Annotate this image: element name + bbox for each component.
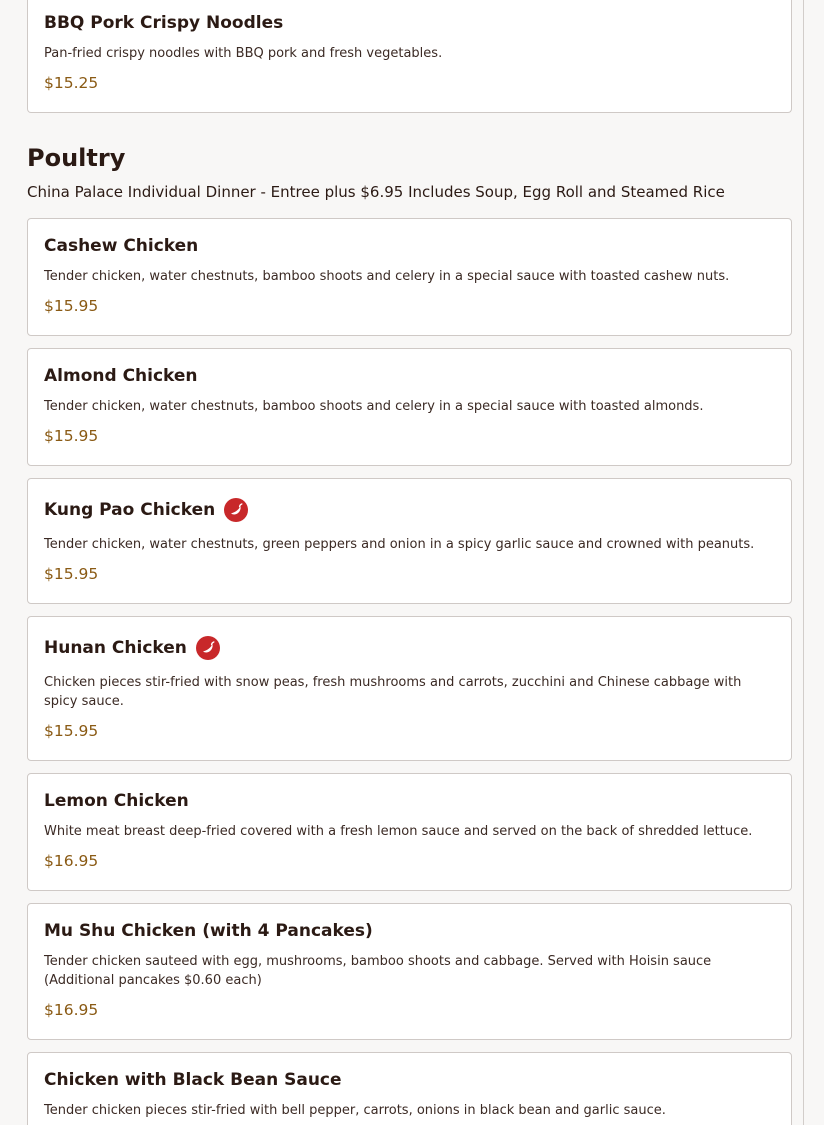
menu-item-price: $15.95	[44, 427, 99, 445]
menu-item-description: Tender chicken sauteed with egg, mushrooms, bamboo shoots and cabbage. Served with Hoisin sauce (Additional pancakes $0.60 each)	[44, 954, 712, 988]
menu-item-price: $15.95	[44, 722, 99, 740]
scroll-edge-divider	[803, 0, 804, 1125]
menu-item-name: Cashew Chicken	[44, 236, 199, 256]
menu-item-price: $15.25	[44, 74, 99, 92]
menu-item-title-row	[44, 495, 775, 525]
menu-item-description: Tender chicken, water chestnuts, green peppers and onion in a spicy garlic sauce and crowned with peanuts.	[44, 537, 755, 552]
menu-item-card[interactable]	[27, 773, 792, 891]
section-subtitle: China Palace Individual Dinner - Entree plus $6.95 Includes Soup, Egg Roll and Steamed Rice	[27, 183, 725, 201]
menu-item-card-bbq-pork-crispy-noodles[interactable]	[27, 0, 792, 113]
menu-item-name: Lemon Chicken	[44, 791, 189, 811]
menu-item-description: White meat breast deep-fried covered with a fresh lemon sauce and served on the back of shredded lettuce.	[44, 824, 753, 839]
menu-item-card[interactable]	[27, 348, 792, 466]
menu-item-card[interactable]	[27, 616, 792, 761]
menu-item-card[interactable]	[27, 1052, 792, 1125]
menu-item-name: Kung Pao Chicken	[44, 500, 216, 520]
menu-item-description: Pan-fried crispy noodles with BBQ pork and fresh vegetables.	[44, 46, 443, 61]
menu-item-price: $16.95	[44, 1001, 99, 1019]
menu-item-description: Tender chicken, water chestnuts, bamboo shoots and celery in a special sauce with toasted cashew nuts.	[44, 269, 730, 284]
menu-item-name: BBQ Pork Crispy Noodles	[44, 13, 284, 33]
menu-item-price: $16.95	[44, 852, 99, 870]
menu-item-card[interactable]	[27, 903, 792, 1040]
menu-item-title-row	[44, 633, 775, 663]
menu-item-description: Tender chicken, water chestnuts, bamboo shoots and celery in a special sauce with toasted almonds.	[44, 399, 704, 414]
menu-item-description: Tender chicken pieces stir-fried with bell pepper, carrots, onions in black bean and garlic sauce.	[44, 1103, 666, 1118]
section-title-poultry: Poultry	[27, 144, 126, 172]
menu-content	[27, 0, 792, 1125]
menu-item-card[interactable]	[27, 218, 792, 336]
menu-item-description: Chicken pieces stir-fried with snow peas, fresh mushrooms and carrots, zucchini and Chinese cabbage with spicy sauce.	[44, 675, 742, 709]
menu-item-name: Mu Shu Chicken (with 4 Pancakes)	[44, 921, 373, 941]
menu-item-name: Almond Chicken	[44, 366, 198, 386]
menu-item-name: Chicken with Black Bean Sauce	[44, 1070, 342, 1090]
menu-item-name: Hunan Chicken	[44, 638, 187, 658]
menu-item-card[interactable]	[27, 478, 792, 604]
spicy-chili-icon	[196, 636, 220, 660]
menu-item-price: $15.95	[44, 297, 99, 315]
menu-item-price: $15.95	[44, 565, 99, 583]
spicy-chili-icon	[224, 498, 248, 522]
